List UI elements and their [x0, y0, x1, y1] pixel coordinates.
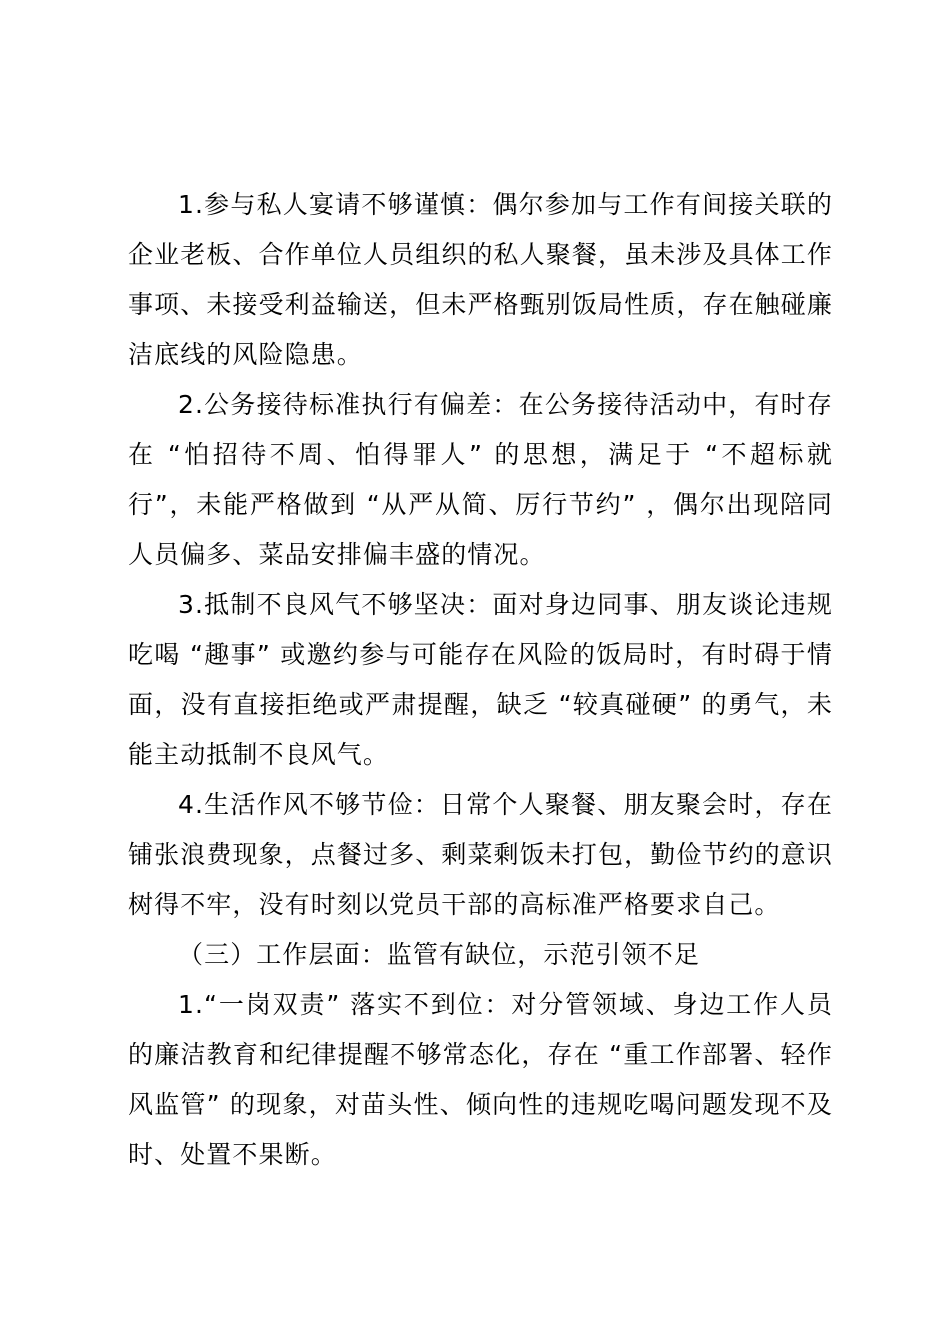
paragraph-official-reception: 2.公务接待标准执行有偏差：在公务接待活动中，有时存在 “怕招待不周、怕得罪人” 的思想，满足于 “不超标就行”，未能严格做到 “从严从简、厉行节约” ，偶尔出现陪同人员偏多、菜品安排偏丰盛的情况。 — [128, 390, 833, 569]
paragraph-private-banquet: 1.参与私人宴请不够谨慎：偶尔参加与工作有间接关联的企业老板、合作单位人员组织的私人聚餐，虽未涉及具体工作事项、未接受利益输送，但未严格甄别饭局性质，存在触碰廉洁底线的风险隐患。 — [128, 190, 833, 369]
paragraph-dual-responsibility: 1.“一岗双责” 落实不到位：对分管领域、身边工作人员的廉洁教育和纪律提醒不够常态化，存在 “重工作部署、轻作风监管” 的现象，对苗头性、倾向性的违规吃喝问题发现不及时、处置不果断。 — [128, 990, 833, 1169]
section-heading-work-level: （三）工作层面：监管有缺位，示范引领不足 — [178, 940, 701, 969]
paragraph-frugal-lifestyle: 4.生活作风不够节俭：日常个人聚餐、朋友聚会时，存在铺张浪费现象，点餐过多、剩菜剩饭未打包，勤俭节约的意识树得不牢，没有时刻以党员干部的高标准严格要求自己。 — [128, 790, 833, 919]
paragraph-resist-bad-habits: 3.抵制不良风气不够坚决：面对身边同事、朋友谈论违规吃喝 “趣事” 或邀约参与可能存在风险的饭局时，有时碍于情面，没有直接拒绝或严肃提醒，缺乏 “较真碰硬” 的勇气，未能主动抵制不良风气。 — [128, 590, 833, 769]
document-body — [128, 180, 833, 1180]
